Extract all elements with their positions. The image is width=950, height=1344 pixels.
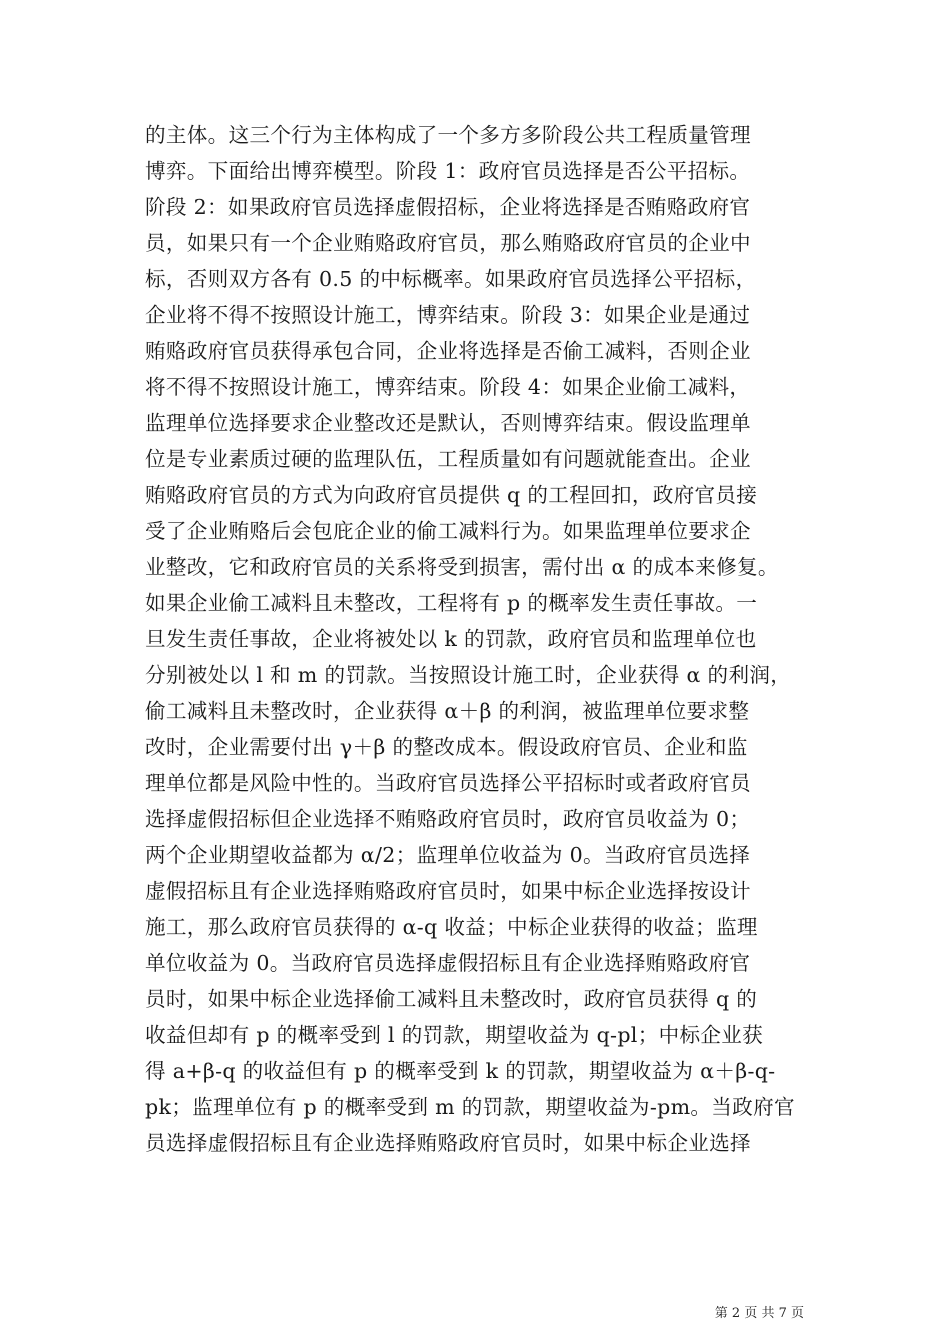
text-line: 将不得不按照设计施工，博弈结束。阶段 4：如果企业偷工减料，: [145, 375, 751, 399]
text-line: 阶段 2：如果政府官员选择虚假招标，企业将选择是否贿赂政府官: [145, 195, 751, 219]
text-line: 受了企业贿赂后会包庇企业的偷工减料行为。如果监理单位要求企: [145, 519, 751, 543]
text-line: 施工，那么政府官员获得的 α-q 收益；中标企业获得的收益；监理: [145, 915, 758, 939]
text-line: 监理单位选择要求企业整改还是默认，否则博弈结束。假设监理单: [145, 411, 751, 435]
text-line: 选择虚假招标但企业选择不贿赂政府官员时，政府官员收益为 0；: [145, 807, 751, 831]
text-line: 改时，企业需要付出 γ＋β 的整改成本。假设政府官员、企业和监: [145, 735, 748, 759]
text-line: 贿赂政府官员的方式为向政府官员提供 q 的工程回扣，政府官员接: [145, 483, 758, 507]
text-line: 理单位都是风险中性的。当政府官员选择公平招标时或者政府官员: [145, 771, 751, 795]
text-line: 单位收益为 0。当政府官员选择虚假招标且有企业选择贿赂政府官: [145, 951, 751, 975]
text-line: 得 a+β-q 的收益但有 p 的概率受到 k 的罚款，期望收益为 α＋β-q-: [145, 1059, 776, 1083]
text-line: 标，否则双方各有 0.5 的中标概率。如果政府官员选择公平招标，: [145, 267, 757, 291]
text-line: 位是专业素质过硬的监理队伍，工程质量如有问题就能查出。企业: [145, 447, 751, 471]
text-line: 分别被处以 l 和 m 的罚款。当按照设计施工时，企业获得 α 的利润，: [145, 663, 792, 687]
text-line: 收益但却有 p 的概率受到 l 的罚款，期望收益为 q-pl；中标企业获: [145, 1023, 764, 1047]
text-line: 偷工减料且未整改时，企业获得 α＋β 的利润，被监理单位要求整: [145, 699, 750, 723]
text-line: 员选择虚假招标且有企业选择贿赂政府官员时，如果中标企业选择: [145, 1131, 751, 1155]
text-line: 虚假招标且有企业选择贿赂政府官员时，如果中标企业选择按设计: [145, 879, 751, 903]
page-number-footer: 第 2 页 共 7 页: [714, 1306, 804, 1321]
text-line: 贿赂政府官员获得承包合同，企业将选择是否偷工减料，否则企业: [145, 339, 751, 363]
text-line: 旦发生责任事故，企业将被处以 k 的罚款，政府官员和监理单位也: [145, 627, 757, 651]
text-line: 员时，如果中标企业选择偷工减料且未整改时，政府官员获得 q 的: [145, 987, 758, 1011]
text-line: 如果企业偷工减料且未整改，工程将有 p 的概率发生责任事故。一: [145, 591, 758, 615]
text-line: 两个企业期望收益都为 α/2；监理单位收益为 0。当政府官员选择: [145, 843, 751, 867]
text-line: pk；监理单位有 p 的概率受到 m 的罚款，期望收益为-pm。当政府官: [145, 1095, 795, 1119]
text-line: 的主体。这三个行为主体构成了一个多方多阶段公共工程质量管理: [145, 123, 751, 147]
body-paragraph: [145, 117, 815, 1161]
text-line: 业整改，它和政府官员的关系将受到损害，需付出 α 的成本来修复。: [145, 555, 779, 579]
text-line: 博弈。下面给出博弈模型。阶段 1：政府官员选择是否公平招标。: [145, 159, 751, 183]
text-line: 员，如果只有一个企业贿赂政府官员，那么贿赂政府官员的企业中: [145, 231, 751, 255]
text-line: 企业将不得不按照设计施工，博弈结束。阶段 3：如果企业是通过: [145, 303, 751, 327]
